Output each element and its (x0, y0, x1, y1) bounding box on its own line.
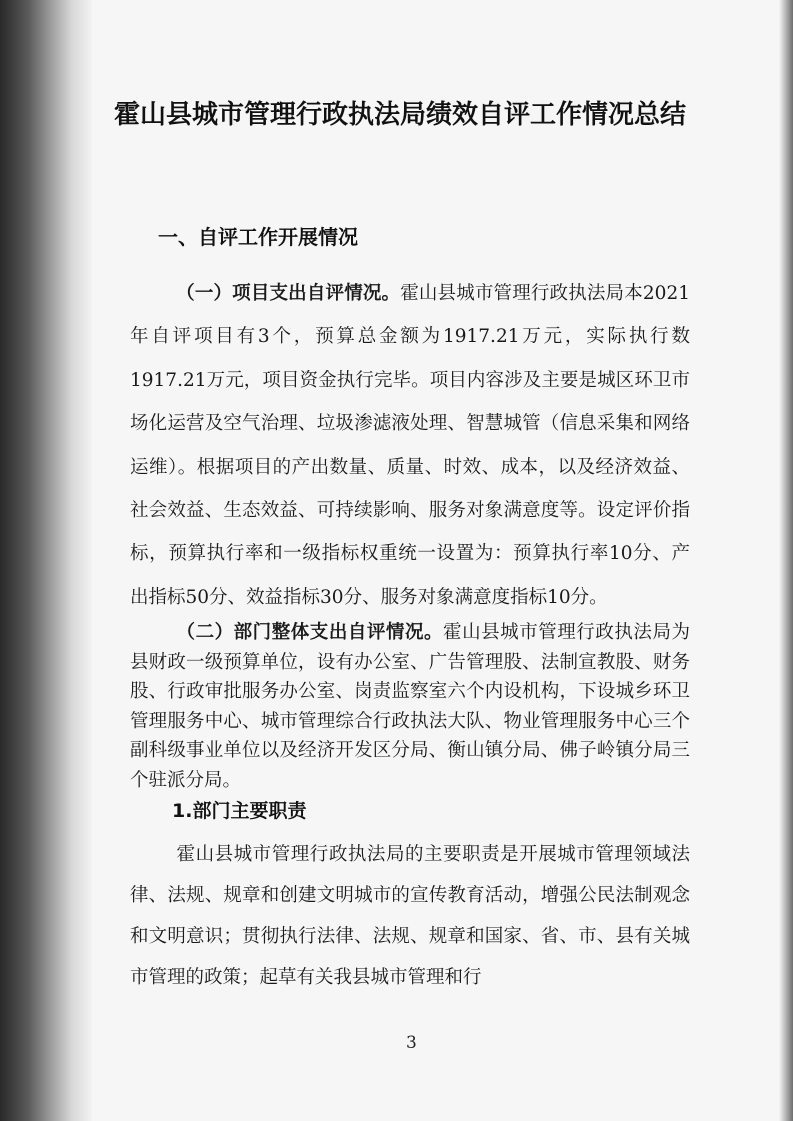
section-heading-self-evaluation: 一、自评工作开展情况 (158, 225, 358, 249)
paragraph-label-department-expenditure: （二）部门整体支出自评情况。 (176, 622, 444, 643)
document-title: 霍山县城市管理行政执法局绩效自评工作情况总结 (113, 100, 686, 130)
subheading-main-duties (172, 796, 306, 826)
paragraph-project-expenditure (130, 272, 690, 619)
paragraph-text-main-duties: 霍山县城市管理行政执法局的主要职责是开展城市管理领域法律、法规、规章和创建文明城市的宣传教育活动，增强公民法制观念和文明意识；贯彻执行法律、法规、规章和国家、省、市、县有关城市管理的政策；起草有关我县城市管理和行 (130, 844, 690, 988)
page-number: 3 (406, 1033, 417, 1053)
paragraph-text-department-expenditure: 霍山县城市管理行政执法局为县财政一级预算单位，设有办公室、广告管理股、法制宣教股、财务股、行政审批服务办公室、岗责监察室六个内设机构，下设城乡环卫管理服务中心、城市管理综合行政执法大队、物业管理服务中心三个副科级事业单位以及经济开发区分局、衡山镇分局、佛子岭镇分局三个驻派分局。 (130, 622, 690, 791)
subheading-text: 部门主要职责 (192, 800, 307, 822)
paragraph-text-project-expenditure: 霍山县城市管理行政执法局本2021年自评项目有3个，预算总金额为1917.21万元，实际执行数1917.21万元，项目资金执行完毕。项目内容涉及主要是城区环卫市场化运营及空气治理、垃圾渗滤液处理、智慧城管（信息采集和网络运维）。根据项目的产出数量、质量、时效、成本，以及经济效益、社会效益、生态效益、可持续影响、服务对象满意度等。设定评价指标，预算执行率和一级指标权重统一设置为：预算执行率10分、产出指标50分、效益指标30分、服务对象满意度指标10分。 (130, 283, 690, 608)
book-binding-shadow-right (779, 0, 793, 1121)
book-binding-shadow-left (0, 0, 92, 1121)
paragraph-department-expenditure (130, 618, 690, 796)
subheading-number: 1. (172, 800, 193, 822)
paragraph-main-duties (130, 834, 690, 998)
paragraph-label-project-expenditure: （一）项目支出自评情况。 (176, 283, 401, 304)
